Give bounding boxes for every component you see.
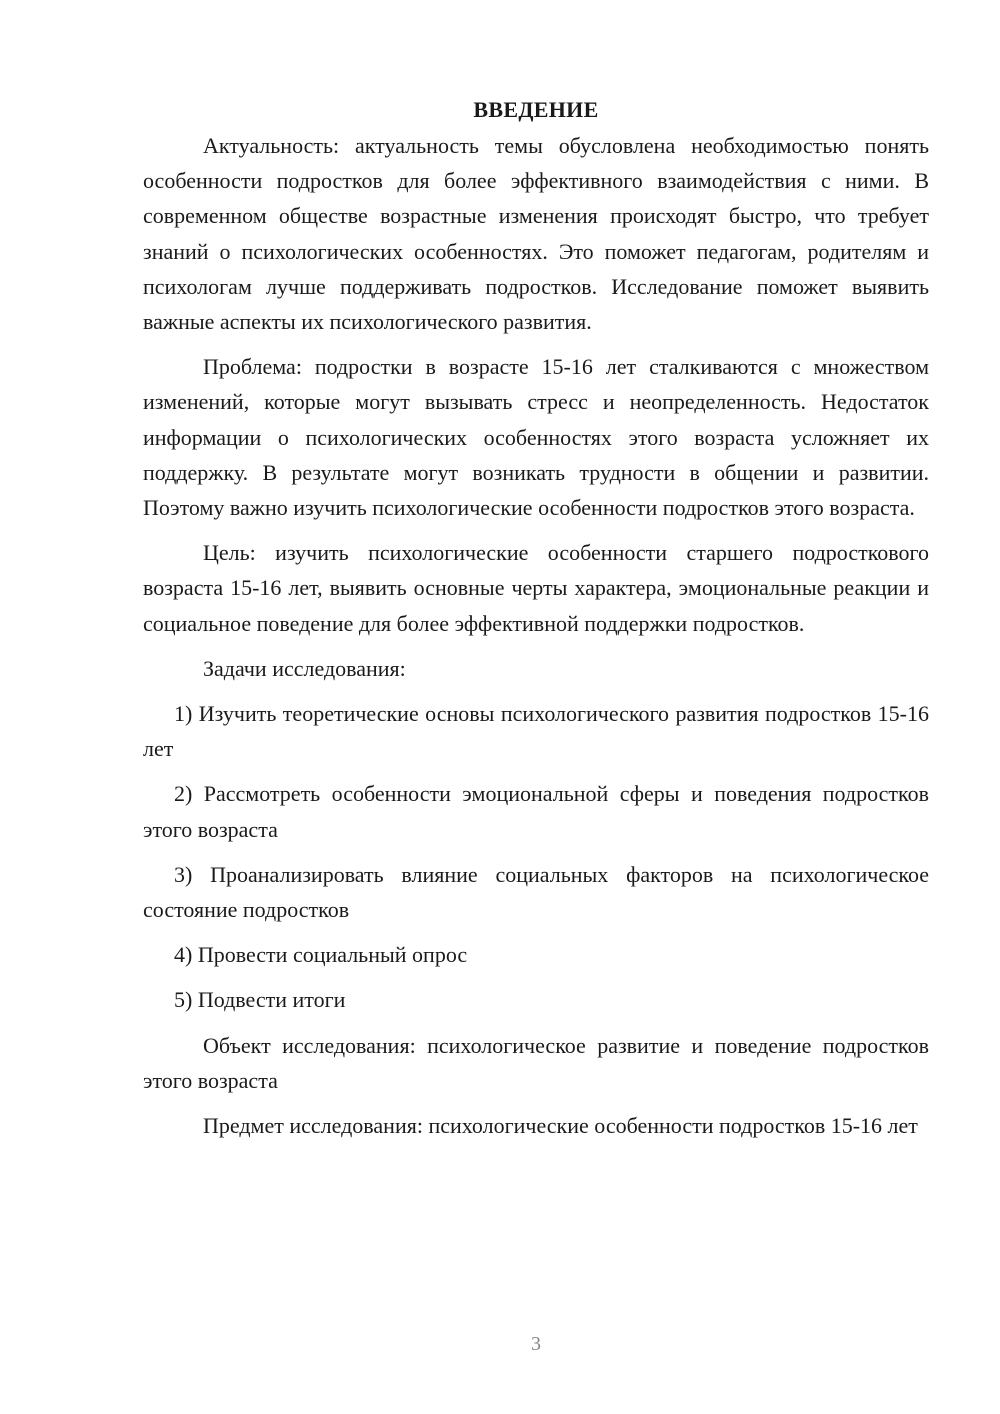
section-heading: ВВЕДЕНИЕ — [473, 97, 599, 122]
paragraph-object: Объект исследования: психологическое развитие и поведение подростков этого возраста — [143, 1032, 929, 1093]
tasks-title: Задачи исследования: — [203, 655, 406, 681]
task-item: 1) Изучить теоретические основы психологического развития подростков 15-16 лет — [143, 701, 929, 762]
task-item: 2) Рассмотреть особенности эмоциональной сферы и поведения подростков этого возраста — [143, 781, 929, 842]
paragraph-goal: Цель: изучить психологические особенности старшего подросткового возраста 15-16 лет, выявить основные черты характера, эмоциональные реакции и социальное поведение для более эффективной поддержки подростков. — [143, 540, 929, 636]
paragraph-problem: Проблема: подростки в возрасте 15-16 лет сталкиваются с множеством изменений, которые могут вызывать стресс и неопределенность. Недостаток информации о психологических особенностях этого возраста усложняет их поддержку. В результате могут возникать трудности в общении и развитии. Поэтому важно изучить психологические особенности подростков этого возраста. — [143, 354, 929, 521]
task-item: 4) Провести социальный опрос — [174, 942, 468, 968]
task-item: 3) Проанализировать влияние социальных факторов на психологическое состояние подростков — [143, 861, 929, 923]
paragraph-subject: Предмет исследования: психологические особенности подростков 15-16 лет — [203, 1113, 918, 1139]
task-item: 5) Подвести итоги — [174, 987, 346, 1013]
page-number: 3 — [531, 1333, 541, 1355]
document-page — [143, 92, 929, 1143]
paragraph-relevance: Актуальность: актуальность темы обусловлена необходимостью понять особенности подростков для более эффективного взаимодействия с ними. В современном обществе возрастные изменения происходят быстро, что требует знаний о психологических особенностях. Это поможет педагогам, родителям и психологам лучше поддерживать подростков. Исследование поможет выявить важные аспекты их психологического развития. — [143, 133, 929, 335]
